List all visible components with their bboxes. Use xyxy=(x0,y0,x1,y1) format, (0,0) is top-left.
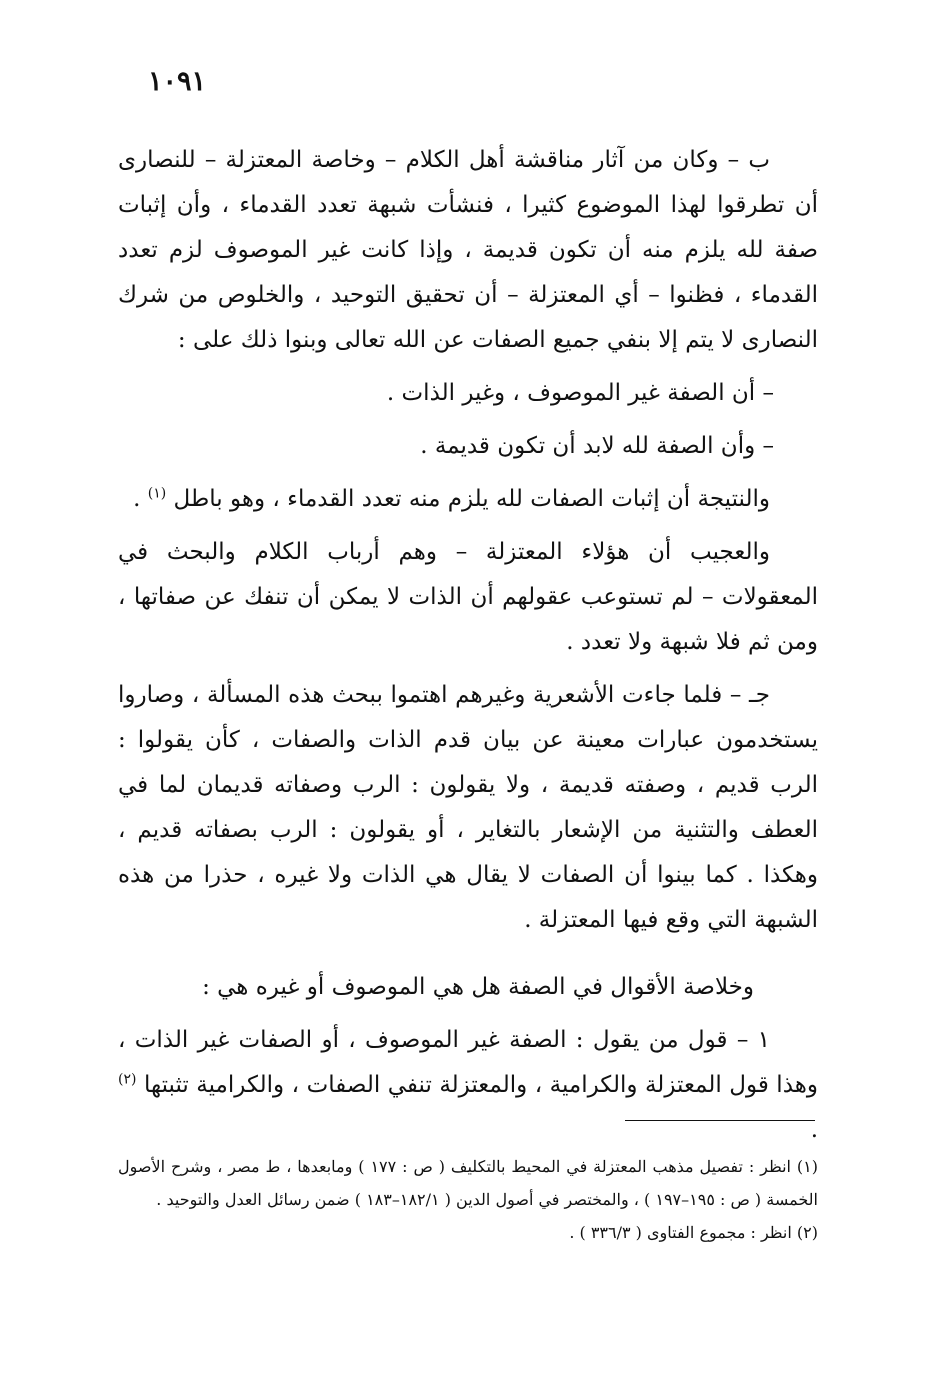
paragraph-result-end: . xyxy=(133,486,148,512)
page-number: ١٠٩١ xyxy=(148,66,207,97)
bullet-2: – وأن الصفة لله لابد أن تكون قديمة . xyxy=(420,433,774,459)
paragraph-strange: والعجيب أن هؤلاء المعتزلة – وهم أرباب الكلام والبحث في المعقولات – لم تستوعب عقولهم أن الذات لا يمكن أن تنفك عن صفاتها ، ومن ثم فلا شبهة ولا تعدد . xyxy=(118,539,818,655)
footnote-2: (٢) انظر : مجموع الفتاوى ( ٣٣٦/٣ ) . xyxy=(569,1223,818,1242)
bullet-1: – أن الصفة غير الموصوف ، وغير الذات . xyxy=(386,380,774,406)
footnote-divider xyxy=(625,1120,815,1121)
footnote-ref-1[interactable]: (١) xyxy=(147,485,167,502)
paragraph-point-1-text: ١ – قول من يقول : الصفة غير الموصوف ، أو الصفات غير الذات ، وهذا قول المعتزلة والكرامية ، والمعتزلة تنفي الصفات ، والكرامية تثبتها xyxy=(118,1027,819,1098)
paragraph-result xyxy=(118,477,818,522)
footnotes xyxy=(118,1150,818,1249)
footnote-ref-2[interactable]: (٢) xyxy=(118,1071,137,1088)
paragraph-jeem: جـ – فلما جاءت الأشعرية وغيرهم اهتموا ببحث هذه المسألة ، وصاروا يستخدمون عبارات معينة عن بيان قدم الذات والصفات ، كأن يقولوا : الرب قديم ، وصفته قديمة ، ولا يقولون : الرب وصفاته قديمان لما في العطف والتثنية من الإشعار بالتغاير ، أو يقولون : الرب بصفاته قديم ، وهكذا . كما بينوا أن الصفات لا يقال هي الذات ولا غيره ، حذرا من هذه الشبهة التي وقع فيها المعتزلة . xyxy=(118,682,818,933)
paragraph-summary: وخلاصة الأقوال في الصفة هل هي الموصوف أو غيره هي : xyxy=(202,974,754,1000)
footnote-1: (١) انظر : تفصيل مذهب المعتزلة في المحيط بالتكليف ( ص : ١٧٧ ) ومابعدها ، ط مصر ، وشرح الأصول الخمسة ( ص : ١٩٥–١٩٧ ) ، والمختصر في أصول الدين ( ١٨٢/١–١٨٣ ) ضمن رسائل العدل والتوحيد . xyxy=(118,1157,819,1209)
paragraph-b: ب – وكان من آثار مناقشة أهل الكلام – وخاصة المعتزلة – للنصارى أن تطرقوا لهذا الموضوع كثيرا ، فنشأت شبهة تعدد القدماء ، وأن إثبات صفة لله يلزم منه أن تكون قديمة ، وإذا كانت غير الموصوف لزم تعدد القدماء ، فظنوا – أي المعتزلة – أن تحقيق التوحيد ، والخلوص من شرك النصارى لا يتم إلا بنفي جميع الصفات عن الله تعالى وبنوا ذلك على : xyxy=(118,147,818,353)
paragraph-point-1 xyxy=(118,1018,818,1153)
paragraph-point-1-end: . xyxy=(810,1117,818,1143)
main-text xyxy=(118,138,818,1153)
paragraph-result-text: والنتيجة أن إثبات الصفات لله يلزم منه تعدد القدماء ، وهو باطل xyxy=(173,486,770,512)
